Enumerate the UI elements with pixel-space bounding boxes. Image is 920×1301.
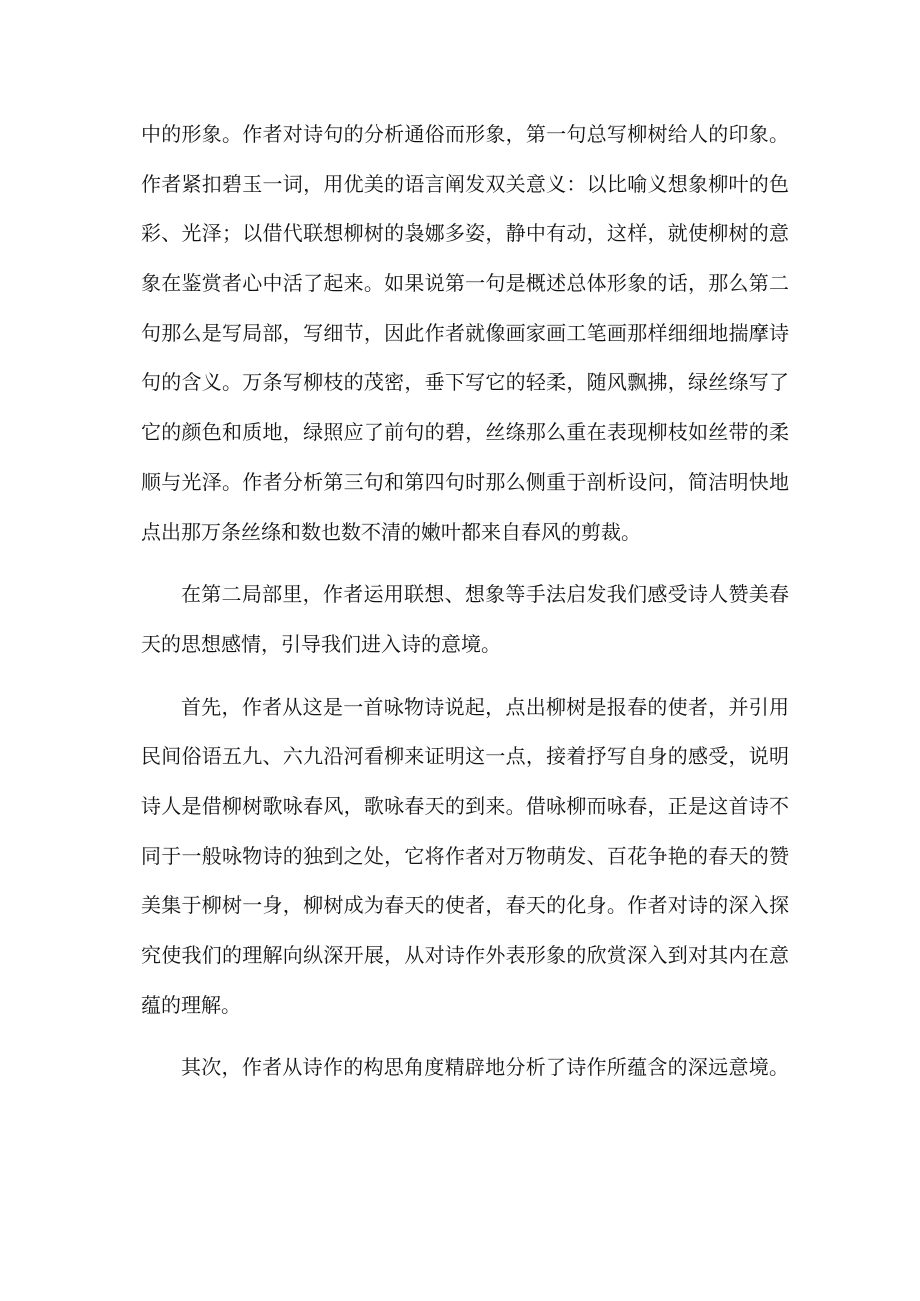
text-line: 彩、光泽；以借代联想柳树的袅娜多姿，静中有动，这样，就使柳树的意 (141, 221, 789, 246)
text-line: 在第二局部里，作者运用联想、想象等手法启发我们感受诗人赞美春 (181, 582, 789, 607)
text-line: 蕴的理解。 (141, 992, 241, 1017)
text-line: 顺与光泽。作者分析第三句和第四句时那么侧重于剖析设问，简洁明快地 (141, 469, 789, 494)
paragraph-4 (141, 1043, 789, 1093)
text-line: 究使我们的理解向纵深开展，从对诗作外表形象的欣赏深入到对其内在意 (141, 943, 789, 967)
text-line: 它的颜色和质地，绿照应了前句的碧，丝绦那么重在表现柳枝如丝带的柔 (141, 420, 789, 445)
paragraph-3 (141, 683, 789, 1031)
paragraph-spacer (141, 557, 789, 570)
text-line: 点出那万条丝绦和数也数不清的嫩叶都来自春风的剪裁。 (141, 519, 641, 544)
paragraph-1 (141, 110, 789, 557)
text-line: 象在鉴赏者心中活了起来。如果说第一句是概述总体形象的话，那么第二 (141, 271, 789, 296)
text-line: 美集于柳树一身，柳树成为春天的使者，春天的化身。作者对诗的深入探 (141, 893, 789, 918)
text-line: 作者紧扣碧玉一词，用优美的语言阐发双关意义：以比喻义想象柳叶的色 (141, 171, 789, 196)
text-line: 民间俗语五九、六九沿河看柳来证明这一点，接着抒写自身的感受，说明 (141, 744, 789, 769)
paragraph-spacer (141, 1030, 789, 1043)
text-line: 首先，作者从这是一首咏物诗说起，点出柳树是报春的使者，并引用 (181, 694, 789, 719)
text-line: 中的形象。作者对诗句的分析通俗而形象，第一句总写柳树给人的印象。 (141, 122, 789, 146)
text-line: 其次，作者从诗作的构思角度精辟地分析了诗作所蕴含的深远意境。 (181, 1055, 789, 1080)
paragraph-2 (141, 570, 789, 669)
text-line: 天的思想感情，引导我们进入诗的意境。 (141, 631, 501, 656)
text-line: 句的含义。万条写柳枝的茂密，垂下写它的轻柔，随风飘拂，绿丝绦写了 (141, 370, 789, 395)
text-line: 句那么是写局部，写细节，因此作者就像画家画工笔画那样细细地揣摩诗 (141, 320, 789, 345)
paragraph-spacer (141, 670, 789, 683)
document-body (141, 110, 789, 1093)
text-line: 同于一般咏物诗的独到之处，它将作者对万物萌发、百花争艳的春天的赞 (141, 843, 789, 868)
text-line: 诗人是借柳树歌咏春风，歌咏春天的到来。借咏柳而咏春，正是这首诗不 (141, 793, 789, 818)
